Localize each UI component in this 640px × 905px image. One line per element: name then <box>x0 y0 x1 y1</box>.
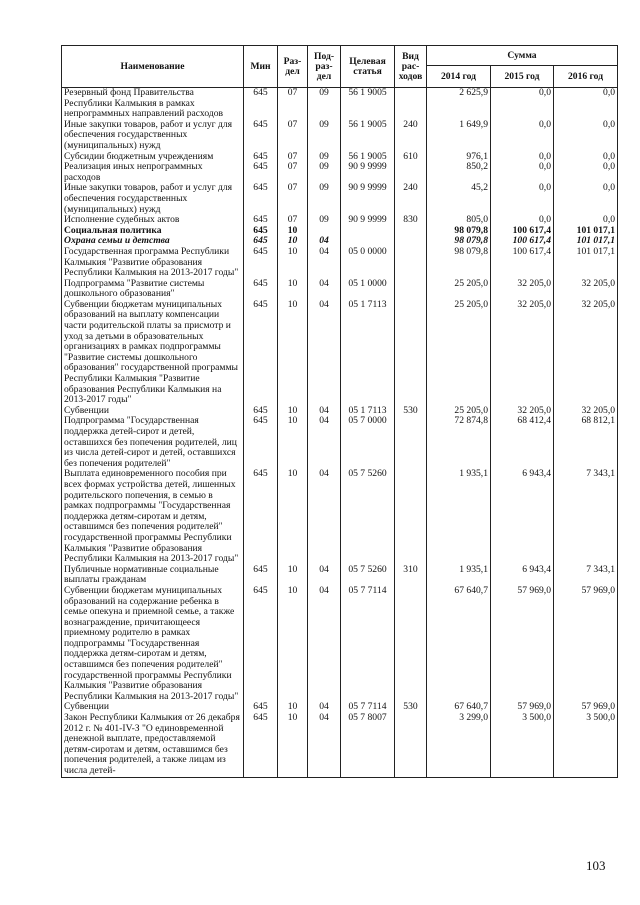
cell-name: Подпрограмма "Развитие системы дошкольного образования" <box>62 279 244 300</box>
header-name: Наименование <box>62 46 244 88</box>
cell-y2015: 3 500,0 <box>491 713 554 777</box>
cell-stat: 05 7 5260 <box>341 469 395 564</box>
cell-podrazdel: 04 <box>308 247 341 279</box>
cell-podrazdel: 04 <box>308 565 341 586</box>
cell-razdel: 10 <box>278 702 308 713</box>
cell-y2015: 100 617,4 <box>491 247 554 279</box>
cell-podrazdel: 09 <box>308 88 341 120</box>
cell-min: 645 <box>244 565 278 586</box>
cell-vid: 240 <box>395 120 427 152</box>
cell-podrazdel: 04 <box>308 469 341 564</box>
cell-y2014: 850,2 <box>427 162 491 183</box>
cell-name: Социальная политика <box>62 226 244 237</box>
cell-razdel: 10 <box>278 236 308 247</box>
cell-name: Субвенции <box>62 702 244 713</box>
cell-min: 645 <box>244 406 278 417</box>
cell-name: Подпрограмма "Государственная поддержка детей-сирот и детей, оставшихся без попечения родителей, лиц из числа детей-сирот и детей, оставшихся без попечения родителей" <box>62 416 244 469</box>
cell-y2016: 68 812,1 <box>554 416 618 469</box>
cell-vid <box>395 300 427 406</box>
cell-razdel: 10 <box>278 406 308 417</box>
table-row <box>62 162 618 183</box>
cell-y2014: 98 079,8 <box>427 247 491 279</box>
cell-stat: 05 0 0000 <box>341 247 395 279</box>
cell-name: Резервный фонд Правительства Республики Калмыкия в рамках непрограммных направлений расходов <box>62 88 244 120</box>
cell-stat <box>341 226 395 237</box>
cell-y2014: 1 935,1 <box>427 469 491 564</box>
cell-podrazdel: 04 <box>308 586 341 703</box>
cell-vid <box>395 469 427 564</box>
cell-vid: 530 <box>395 406 427 417</box>
cell-vid <box>395 162 427 183</box>
cell-y2014: 67 640,7 <box>427 586 491 703</box>
cell-razdel: 10 <box>278 565 308 586</box>
cell-y2015: 0,0 <box>491 162 554 183</box>
cell-podrazdel: 09 <box>308 162 341 183</box>
cell-razdel: 10 <box>278 469 308 564</box>
cell-y2014: 3 299,0 <box>427 713 491 777</box>
cell-y2015: 0,0 <box>491 152 554 163</box>
cell-y2015: 100 617,4 <box>491 236 554 247</box>
cell-y2015: 0,0 <box>491 120 554 152</box>
cell-vid: 610 <box>395 152 427 163</box>
header-vid: Вид рас- ходов <box>395 46 427 88</box>
cell-y2016: 0,0 <box>554 120 618 152</box>
cell-vid <box>395 713 427 777</box>
cell-razdel: 10 <box>278 226 308 237</box>
cell-min: 645 <box>244 469 278 564</box>
cell-min: 645 <box>244 416 278 469</box>
cell-y2016: 57 969,0 <box>554 702 618 713</box>
cell-y2016: 0,0 <box>554 215 618 226</box>
cell-vid: 830 <box>395 215 427 226</box>
cell-podrazdel: 04 <box>308 713 341 777</box>
cell-y2014: 45,2 <box>427 183 491 215</box>
cell-podrazdel: 04 <box>308 406 341 417</box>
budget-table <box>61 45 618 778</box>
cell-min: 645 <box>244 152 278 163</box>
cell-min: 645 <box>244 88 278 120</box>
cell-y2016: 0,0 <box>554 152 618 163</box>
table-row <box>62 88 618 120</box>
cell-y2014: 98 079,8 <box>427 226 491 237</box>
page-number: 103 <box>586 858 606 873</box>
cell-y2016: 101 017,1 <box>554 247 618 279</box>
cell-stat: 90 9 9999 <box>341 162 395 183</box>
cell-y2014: 25 205,0 <box>427 279 491 300</box>
cell-y2014: 805,0 <box>427 215 491 226</box>
table-row <box>62 183 618 215</box>
cell-name: Иные закупки товаров, работ и услуг для обеспечения государственных (муниципальных) нужд <box>62 120 244 152</box>
cell-min: 645 <box>244 279 278 300</box>
cell-podrazdel: 04 <box>308 236 341 247</box>
cell-name: Субвенции бюджетам муниципальных образований на содержание ребенка в семье опекуна и приемной семье, а также вознаграждение, причитающееся приемному родителю в рамках подпрограммы "Государственная поддержка детям-сиротам и детям, оставшимся без попечения родителей" государственной программы Республики Калмыкия "Развитие образования Республики Калмыкия на 2013-2017 годы" <box>62 586 244 703</box>
cell-y2014: 67 640,7 <box>427 702 491 713</box>
cell-podrazdel: 09 <box>308 215 341 226</box>
cell-razdel: 10 <box>278 247 308 279</box>
cell-vid: 530 <box>395 702 427 713</box>
cell-razdel: 07 <box>278 120 308 152</box>
header-stat: Целевая статья <box>341 46 395 88</box>
cell-vid <box>395 226 427 237</box>
cell-y2014: 976,1 <box>427 152 491 163</box>
cell-vid <box>395 586 427 703</box>
cell-razdel: 10 <box>278 416 308 469</box>
cell-y2016: 0,0 <box>554 183 618 215</box>
cell-stat: 05 7 8007 <box>341 713 395 777</box>
cell-y2014: 2 625,9 <box>427 88 491 120</box>
header-podrazdel: Под- раз- дел <box>308 46 341 88</box>
cell-podrazdel: 04 <box>308 300 341 406</box>
cell-name: Закон Республики Калмыкия от 26 декабря 2012 г. № 401-IV-З "О единовременной денежной выплате, предоставляемой детям-сиротам и детям, оставшимся без попечения родителей, а также лицам из числа детей- <box>62 713 244 777</box>
cell-vid <box>395 236 427 247</box>
table-row <box>62 416 618 469</box>
cell-min: 645 <box>244 215 278 226</box>
cell-min: 645 <box>244 586 278 703</box>
table-row <box>62 565 618 586</box>
cell-y2015: 100 617,4 <box>491 226 554 237</box>
cell-stat: 56 1 9005 <box>341 120 395 152</box>
cell-name: Исполнение судебных актов <box>62 215 244 226</box>
cell-podrazdel: 09 <box>308 183 341 215</box>
cell-razdel: 07 <box>278 215 308 226</box>
cell-stat: 56 1 9005 <box>341 88 395 120</box>
cell-podrazdel: 04 <box>308 416 341 469</box>
cell-podrazdel: 09 <box>308 120 341 152</box>
cell-name: Публичные нормативные социальные выплаты гражданам <box>62 565 244 586</box>
cell-vid <box>395 88 427 120</box>
cell-razdel: 10 <box>278 300 308 406</box>
cell-name: Реализация иных непрограммных расходов <box>62 162 244 183</box>
header-summa: Сумма <box>427 46 618 66</box>
cell-stat: 05 7 0000 <box>341 416 395 469</box>
table-row <box>62 279 618 300</box>
cell-stat: 56 1 9005 <box>341 152 395 163</box>
cell-y2016: 57 969,0 <box>554 586 618 703</box>
cell-y2015: 68 412,4 <box>491 416 554 469</box>
cell-y2014: 25 205,0 <box>427 300 491 406</box>
cell-min: 645 <box>244 162 278 183</box>
cell-razdel: 07 <box>278 88 308 120</box>
header-2015: 2015 год <box>491 66 554 88</box>
cell-y2015: 0,0 <box>491 183 554 215</box>
cell-min: 645 <box>244 183 278 215</box>
cell-stat: 05 1 7113 <box>341 300 395 406</box>
cell-stat: 05 7 7114 <box>341 586 395 703</box>
header-2014: 2014 год <box>427 66 491 88</box>
header-2016: 2016 год <box>554 66 618 88</box>
cell-stat: 90 9 9999 <box>341 215 395 226</box>
cell-y2016: 101 017,1 <box>554 226 618 237</box>
cell-y2015: 0,0 <box>491 215 554 226</box>
cell-name: Иные закупки товаров, работ и услуг для обеспечения государственных (муниципальных) нужд <box>62 183 244 215</box>
cell-podrazdel: 04 <box>308 702 341 713</box>
cell-y2014: 1 935,1 <box>427 565 491 586</box>
cell-y2015: 57 969,0 <box>491 586 554 703</box>
cell-vid <box>395 416 427 469</box>
cell-min: 645 <box>244 702 278 713</box>
cell-name: Государственная программа Республики Калмыкия "Развитие образования Республики Калмыкия на 2013-2017 годы" <box>62 247 244 279</box>
cell-y2016: 7 343,1 <box>554 469 618 564</box>
table-row <box>62 469 618 564</box>
cell-y2016: 0,0 <box>554 162 618 183</box>
cell-min: 645 <box>244 300 278 406</box>
cell-vid: 240 <box>395 183 427 215</box>
table-row <box>62 586 618 703</box>
cell-podrazdel: 04 <box>308 279 341 300</box>
cell-name: Выплата единовременного пособия при всех формах устройства детей, лишенных родительского попечения, в семью в рамках подпрограммы "Государственная поддержка детям-сиротам и детям, оставшимся без попечения родителей" государственной программы Республики Калмыкия "Развитие образования Республики Калмыкия на 2013-2017 годы" <box>62 469 244 564</box>
cell-min: 645 <box>244 247 278 279</box>
cell-stat: 05 1 0000 <box>341 279 395 300</box>
cell-razdel: 07 <box>278 152 308 163</box>
cell-podrazdel: 09 <box>308 152 341 163</box>
cell-name: Субвенции бюджетам муниципальных образований на выплату компенсации части родительской платы за присмотр и уход за детьми в образовательных организациях в рамках подпрограммы "Развитие системы дошкольного образования" государственной программы Республики Калмыкия "Развитие образования Республики Калмыкия на 2013-2017 годы" <box>62 300 244 406</box>
cell-y2015: 6 943,4 <box>491 565 554 586</box>
cell-stat: 05 7 5260 <box>341 565 395 586</box>
table-body <box>62 88 618 778</box>
cell-y2016: 0,0 <box>554 88 618 120</box>
cell-y2016: 32 205,0 <box>554 300 618 406</box>
cell-y2015: 6 943,4 <box>491 469 554 564</box>
cell-y2015: 0,0 <box>491 88 554 120</box>
cell-razdel: 10 <box>278 586 308 703</box>
cell-razdel: 10 <box>278 713 308 777</box>
header-razdel: Раз- дел <box>278 46 308 88</box>
table-row <box>62 120 618 152</box>
cell-y2014: 25 205,0 <box>427 406 491 417</box>
cell-stat: 05 7 7114 <box>341 702 395 713</box>
cell-y2016: 101 017,1 <box>554 236 618 247</box>
table-row <box>62 300 618 406</box>
cell-y2016: 3 500,0 <box>554 713 618 777</box>
cell-min: 645 <box>244 713 278 777</box>
cell-y2016: 32 205,0 <box>554 406 618 417</box>
cell-vid <box>395 247 427 279</box>
cell-stat: 05 1 7113 <box>341 406 395 417</box>
cell-y2015: 32 205,0 <box>491 406 554 417</box>
cell-y2016: 7 343,1 <box>554 565 618 586</box>
cell-y2016: 32 205,0 <box>554 279 618 300</box>
cell-name: Охрана семьи и детства <box>62 236 244 247</box>
cell-name: Субсидии бюджетным учреждениям <box>62 152 244 163</box>
table-row <box>62 247 618 279</box>
table-row <box>62 713 618 777</box>
cell-y2014: 98 079,8 <box>427 236 491 247</box>
cell-y2015: 32 205,0 <box>491 300 554 406</box>
cell-vid: 310 <box>395 565 427 586</box>
cell-razdel: 07 <box>278 162 308 183</box>
cell-y2015: 32 205,0 <box>491 279 554 300</box>
cell-min: 645 <box>244 120 278 152</box>
cell-stat: 90 9 9999 <box>341 183 395 215</box>
cell-min: 645 <box>244 236 278 247</box>
cell-vid <box>395 279 427 300</box>
cell-y2015: 57 969,0 <box>491 702 554 713</box>
cell-min: 645 <box>244 226 278 237</box>
header-min: Мин <box>244 46 278 88</box>
cell-razdel: 10 <box>278 279 308 300</box>
cell-name: Субвенции <box>62 406 244 417</box>
cell-razdel: 07 <box>278 183 308 215</box>
cell-y2014: 72 874,8 <box>427 416 491 469</box>
cell-y2014: 1 649,9 <box>427 120 491 152</box>
